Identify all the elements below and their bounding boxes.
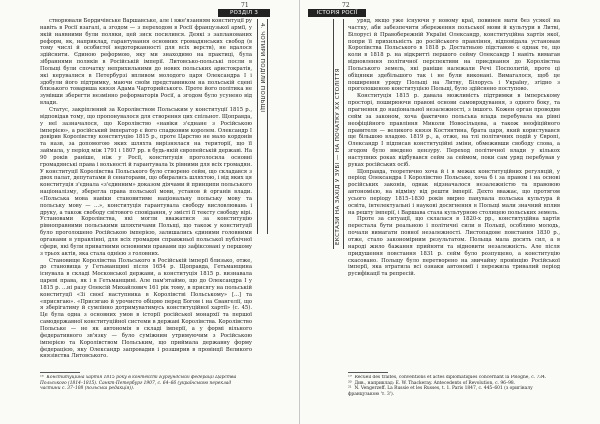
footnote-text: Конституційна хартія 1815 року в контексті Бургундської федерації Царства Польського (1814–1815). Санкт-Петербург 1907, с. 64–66 (українською переклад частини с. 37–108 (польська редакція)).	[40, 375, 237, 392]
paragraph: Щоправда, теоретично хоча й і в межах конституційних регуляцій, у період Олександра І Королівство Польське, хоча б і за правом і на основі російських законів, однак відзначалося незалежністю та правовою автономією, на відміну від решти імперії. Дехто вважає, що протягом усього періоду 1815–1830 років мирно панувала польська культура й освіта, інтелектуальні і наукові досягнення в Польщі мали значний вплив на решту імперії, і Варшава стала культурною столицею польських земель.	[348, 168, 560, 216]
footnote-number: ¹⁹	[348, 375, 352, 380]
right-page	[300, 0, 600, 424]
paragraph: Проте за ситуації, що склалася в 1820-х рр., конституційна хартія перестала бути реальною і політичні сили в Польщі, особливо молодь, почали вимагати повної незалежності. Листопадове повстання 1830 р., отже, стало закономірним результатом. Польща мала досить сил, а в народі жило бажання прийняти та відновити незалежність. Але після придушення повстання 1831 р. сейм було розпущено, а конституцію скасовано. Польщу було перетворено на звичайну провінцію Російської імперії, яка втратила всі ознаки автономії і пережила тривалий період русифікації та репресій.	[348, 216, 560, 278]
page-number: 71	[241, 2, 249, 9]
side-tab	[257, 19, 268, 234]
footnote-rule	[40, 372, 80, 373]
footnote	[40, 375, 252, 392]
side-title: ЕКСТАЗИ НА ЗАХІД У ЗУБІ — НА ПОЧАТКУ XX СТОЛІТТЯ	[335, 68, 341, 245]
footnote-number: ¹⁸	[40, 375, 44, 380]
side-tab	[333, 19, 344, 249]
footnote-number: ²¹	[348, 386, 352, 392]
paragraph: Становище Королівства Польського в Російській імперії близько, отже, до становища у Гетьманщині після 1654 р. Щоправда, Гетьманщина існувала в складі Московської держави, а конституція 1815 р. визнавала цареві права, як і в Гетьманщині. Але пам'ятаймо, що до Олександра І у 1815 р. ...ні разу Олексій Михайлович 161 рік тому, в присягу на польській конституції «Зі своєї наступника в Королівстві Польському» [...] та «присягаю». «Присягаю й урочисто обіцяю перед Богом і на Євангелії, що я зберігатиму й сумлінно дотримуватимусь конституційної хартії» (с. 45). Це була одна з основних умов в історії російської монархії та першої самодержавної конституційної системи в державі Королівства. Королівство Польське — не як автономія в складі імперії, а у формі вільного федеративного зв'язку — було суміжним утримуючим з Російською імперією та Королівством Польським, що приймала державну форму федерацією, яку Олександр запровадив і розширив в провінції Великого князівства Литовського.	[40, 257, 252, 360]
page-number: 72	[342, 2, 350, 9]
body-text	[40, 18, 252, 366]
body-text	[348, 18, 560, 366]
footnote-text: N. Vengerzeff. La Russie et les Russes, t. 1. Paris 1847, с. 445–601 (з оригіналу французькою 'т. 3').	[348, 386, 533, 397]
paragraph: Статус, закріплений за Королівством Польським у конституції 1815 р., відповідав тому, що пропонувалося для створення цих спільнот. Щоправда, у неї зазначалося, що Королівство «навіки з'єднане з Російською імперією», а російський імператор є його спадковим королем. Олександр І довірив Королівству конституцію 1815 р., проте Царство не мало кордонів та назв, за допомогою яких шляхта вирізнялася на території, що її займала, у період між 1791 і 1807 рр. в будь-якій європейській державі. На 90 років раніше, ніж у Росії, конституція проголосила основні громадянські права і вольності й гарантувала їх рівними для всіх громадян. У конституції Королівства Польського було створено сейм, що складався з двох палат, депутатами й сенаторами, що обирались шляхтою, і від яких ця конституція з'єднала «з'єдинним» доказом діячами й принципи польського націоналізму, зберегла права польської мови, установ й органів влади. «Польська мова навіки становитиме національну польську мову та польську мову — ...», конституція гарантувала свободу висловлювань і друку, а також свободу світового сповідання, у змісті її тексту свободу вірі. Установами Королівства, які могли вважатися за конституцію рівноправними польськими шляхтичами Польщі, що також у конституції було проголошено Російською імперією, залишались єдиними головними органами в управлінні, для всіх громадян справжньої польської публічної сфери, які були приватними основними правами що зафіксовані у першому з трьох актів, яка стала однією з головних.	[40, 106, 252, 257]
running-header: ІСТОРІЯ РОСІЇ	[308, 9, 366, 17]
side-title: 4. ЧОТИРИ ПОДІЛИ ПОЛЬЩІ	[259, 23, 265, 113]
running-header: РОЗДІЛ 3	[218, 9, 270, 17]
footnote-rule	[348, 372, 388, 373]
footnote	[348, 386, 560, 397]
paragraph: створювали Бердичівське Варшавське, але і вже'язанням конституції ру навіть в Росії взагалі, а згодом — з переходом в Росії французької армії, у якій наявними були поляки, цей зиск посилився. Деякі з запланованих реформ, як, наприклад, гарантування основних громадянських свобод (в тому числі й особистої недоторканності для всіх верств), не вдалося здійснити. Єдиною реформою, яку ми знаходимо на практиці, була зібраннями поляків в Російській імперії. Литовсько-польські посли в Польщі були спочатку неприхильними до нових польських аристократів, які керувалися в Петербурзі впливом молодого царя Олександра І і здобули його підтримку, маючи своїм представником на польській сцені близького товариша князя Адама Чарторийського. Проте його політика не зумівши зберегти незмінно реформаторів Росії, а згодом було усунено від влади.	[40, 18, 252, 107]
footnotes	[348, 375, 560, 421]
footnotes	[40, 375, 252, 421]
paragraph: уряд, якщо уже існуючи у новому краї, повинен мати без усякої на частку, аби забезпечити збереження польської мови й культури в Литві, Білорусі й Правобережній Україні Олександр, конституційна хартія якої, попри її прихильність до російського правління, відповідала установам Королівства Польського в 1818 р. Достатньою підставою є однак те, що коли в 1818 р. на відкритті першого сейму Олександр І навіть вимагав відновлення політичної перспективи на приєднання до Королівства Польського земель, які раніше належали Речі Посполитій, проте ці обіцянки здебільшого так і не були виконані. Вимагалося, щоб це поширення уряду Польщі на Литву, Білорусь і Україну, згідно з проголошеною конституцією Польщі, було здійснено поступово.	[348, 18, 560, 93]
footnote-text: Recueil des traités, conventions et actes diplomatiques concernant la Pologne, с. 734.	[354, 375, 547, 380]
footnote-text: Див., наприклад: E. W. Thackeray. Antecedents of Revolution, с. 96–98.	[354, 380, 516, 386]
footnote-number: ²⁰	[348, 380, 352, 386]
paragraph: Конституція 1815 р. давала можливість підтримки в імперському просторі, поширюючи правові основи самоврядування, з одного боку, та прагнення до національної незалежності, з іншого. Кожен орган проводив сейм за законом, хоча фактично польська влада перебувала на рівні неофіційного правління Миколи Новосільцева, а також неофіційного правителя — великого князя Костянтина, брата царя, який користувався ще більшою владою. 1819 р., а, отже, на тлі політичних подій у Європі, Олександр І підписав конституційні зміни, обмеживши свободу слова, а згодом було введено цензуру. Переход політичної влади у кількох наступних роках відбувався сейм за сеймом, поки сам уряд перебував у руках російських осіб.	[348, 93, 560, 168]
